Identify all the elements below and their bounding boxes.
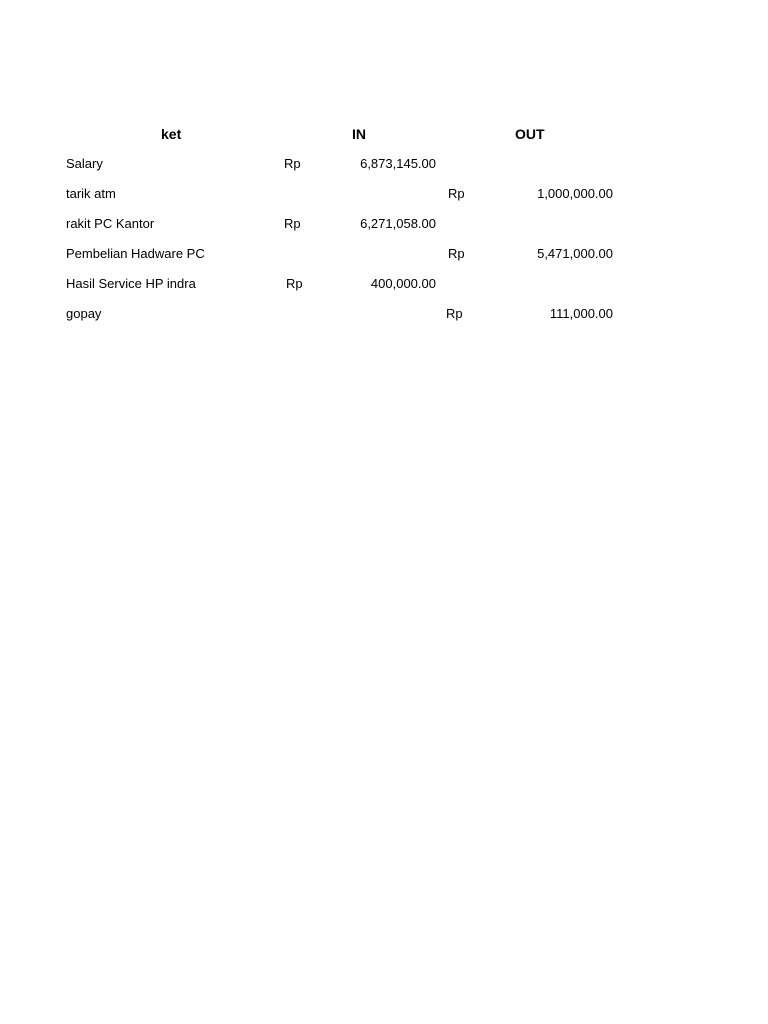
header-ket: ket — [161, 126, 182, 142]
table-row — [0, 155, 768, 173]
in-currency: Rp — [284, 156, 301, 171]
table-row — [0, 215, 768, 233]
header-out: OUT — [515, 126, 545, 142]
in-amount: 400,000.00 — [370, 276, 436, 291]
row-description: gopay — [66, 306, 102, 321]
out-currency: Rp — [448, 246, 465, 261]
out-amount: 111,000.00 — [549, 306, 613, 321]
in-amount: 6,873,145.00 — [360, 156, 436, 171]
table-row — [0, 185, 768, 203]
row-description: rakit PC Kantor — [66, 216, 155, 231]
out-amount: 5,471,000.00 — [537, 246, 613, 261]
in-currency: Rp — [286, 276, 303, 291]
row-description: Pembelian Hadware PC — [66, 246, 205, 261]
table-row — [0, 275, 768, 293]
row-description: tarik atm — [66, 186, 116, 201]
header-in: IN — [352, 126, 366, 142]
table-row — [0, 245, 768, 263]
row-description: Salary — [66, 156, 103, 171]
out-currency: Rp — [446, 306, 463, 321]
row-description: Hasil Service HP indra — [66, 276, 196, 291]
out-currency: Rp — [448, 186, 465, 201]
in-amount: 6,271,058.00 — [360, 216, 436, 231]
in-currency: Rp — [284, 216, 301, 231]
table-row — [0, 305, 768, 323]
out-amount: 1,000,000.00 — [537, 186, 613, 201]
